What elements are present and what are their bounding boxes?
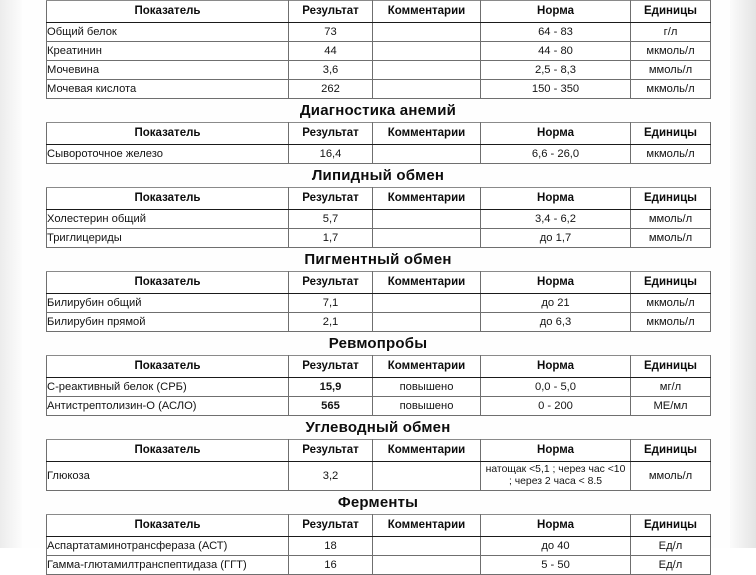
column-header-unit: Единицы bbox=[631, 356, 711, 378]
row-indicator-name: Билирубин общий bbox=[47, 294, 289, 313]
row-reference-range: 64 - 83 bbox=[481, 23, 631, 42]
column-header-norm: Норма bbox=[481, 1, 631, 23]
row-units: г/л bbox=[631, 23, 711, 42]
row-indicator-name: Мочевина bbox=[47, 61, 289, 80]
section-title-lipid: Липидный обмен bbox=[311, 167, 445, 184]
column-header-norm: Норма bbox=[481, 356, 631, 378]
column-header-unit: Единицы bbox=[631, 188, 711, 210]
row-result-value: 73 bbox=[289, 23, 373, 42]
row-comment bbox=[373, 462, 481, 491]
column-header-com: Комментарии bbox=[373, 440, 481, 462]
row-result-value: 5,7 bbox=[289, 210, 373, 229]
section-title-rheum: Ревмопробы bbox=[328, 335, 428, 352]
row-result-value: 262 bbox=[289, 80, 373, 99]
column-header-res: Результат bbox=[289, 272, 373, 294]
column-header-res: Результат bbox=[289, 356, 373, 378]
row-comment bbox=[373, 556, 481, 575]
table-header-row bbox=[47, 440, 711, 462]
page-margin-left bbox=[0, 0, 22, 548]
lab-table-anemia bbox=[46, 122, 711, 164]
row-reference-range: до 1,7 bbox=[481, 229, 631, 248]
column-header-unit: Единицы bbox=[631, 515, 711, 537]
row-units: мкмоль/л bbox=[631, 294, 711, 313]
column-header-unit: Единицы bbox=[631, 1, 711, 23]
row-result-value: 3,6 bbox=[289, 61, 373, 80]
row-indicator-name: Холестерин общий bbox=[47, 210, 289, 229]
row-result-value: 7,1 bbox=[289, 294, 373, 313]
row-units: мг/л bbox=[631, 378, 711, 397]
row-reference-range: 3,4 - 6,2 bbox=[481, 210, 631, 229]
section-title-pigment: Пигментный обмен bbox=[304, 251, 452, 268]
table-row bbox=[47, 294, 711, 313]
table-header-row bbox=[47, 188, 711, 210]
section-title-anemia: Диагностика анемий bbox=[299, 102, 457, 119]
column-header-unit: Единицы bbox=[631, 123, 711, 145]
row-result-value: 16 bbox=[289, 556, 373, 575]
table-header-row bbox=[47, 1, 711, 23]
row-units: ммоль/л bbox=[631, 210, 711, 229]
column-header-com: Комментарии bbox=[373, 123, 481, 145]
table-row bbox=[47, 397, 711, 416]
row-indicator-name: Гамма-глютамилтранспептидаза (ГГТ) bbox=[47, 556, 289, 575]
row-units: ммоль/л bbox=[631, 61, 711, 80]
column-header-norm: Норма bbox=[481, 440, 631, 462]
row-result-value: 2,1 bbox=[289, 313, 373, 332]
lab-table-carb bbox=[46, 439, 711, 491]
column-header-name: Показатель bbox=[47, 440, 289, 462]
column-header-res: Результат bbox=[289, 440, 373, 462]
row-result-value: 15,9 bbox=[289, 378, 373, 397]
column-header-com: Комментарии bbox=[373, 188, 481, 210]
table-row bbox=[47, 145, 711, 164]
lab-table-pigment bbox=[46, 271, 711, 332]
column-header-norm: Норма bbox=[481, 123, 631, 145]
row-comment bbox=[373, 313, 481, 332]
row-result-value: 565 bbox=[289, 397, 373, 416]
row-indicator-name: Мочевая кислота bbox=[47, 80, 289, 99]
row-reference-range: 44 - 80 bbox=[481, 42, 631, 61]
page-margin-right bbox=[730, 0, 756, 548]
row-indicator-name: Глюкоза bbox=[47, 462, 289, 491]
row-comment bbox=[373, 61, 481, 80]
table-header-row bbox=[47, 123, 711, 145]
section-title-carb: Углеводный обмен bbox=[305, 419, 451, 436]
table-row bbox=[47, 378, 711, 397]
row-indicator-name: Билирубин прямой bbox=[47, 313, 289, 332]
lab-table-enzymes bbox=[46, 514, 711, 575]
row-reference-range: 0,0 - 5,0 bbox=[481, 378, 631, 397]
row-reference-range: 0 - 200 bbox=[481, 397, 631, 416]
table-header-row bbox=[47, 356, 711, 378]
column-header-unit: Единицы bbox=[631, 440, 711, 462]
column-header-res: Результат bbox=[289, 188, 373, 210]
row-indicator-name: Аспартатаминотрансфераза (АСТ) bbox=[47, 537, 289, 556]
column-header-res: Результат bbox=[289, 123, 373, 145]
row-result-value: 16,4 bbox=[289, 145, 373, 164]
row-comment bbox=[373, 537, 481, 556]
column-header-name: Показатель bbox=[47, 272, 289, 294]
row-units: ммоль/л bbox=[631, 462, 711, 491]
table-row bbox=[47, 229, 711, 248]
row-indicator-name: Триглицериды bbox=[47, 229, 289, 248]
column-header-com: Комментарии bbox=[373, 356, 481, 378]
row-units: мкмоль/л bbox=[631, 145, 711, 164]
row-indicator-name: Общий белок bbox=[47, 23, 289, 42]
column-header-norm: Норма bbox=[481, 188, 631, 210]
table-header-row bbox=[47, 515, 711, 537]
row-comment: повышено bbox=[373, 397, 481, 416]
row-reference-range: до 6,3 bbox=[481, 313, 631, 332]
row-comment bbox=[373, 210, 481, 229]
lab-table-biochem-top bbox=[46, 0, 711, 99]
row-comment bbox=[373, 145, 481, 164]
table-row bbox=[47, 313, 711, 332]
lab-table-rheum bbox=[46, 355, 711, 416]
row-comment bbox=[373, 23, 481, 42]
row-comment: повышено bbox=[373, 378, 481, 397]
table-row bbox=[47, 462, 711, 491]
column-header-name: Показатель bbox=[47, 188, 289, 210]
column-header-res: Результат bbox=[289, 1, 373, 23]
table-row bbox=[47, 23, 711, 42]
row-units: МЕ/мл bbox=[631, 397, 711, 416]
row-reference-range: 6,6 - 26,0 bbox=[481, 145, 631, 164]
column-header-norm: Норма bbox=[481, 515, 631, 537]
row-comment bbox=[373, 80, 481, 99]
column-header-norm: Норма bbox=[481, 272, 631, 294]
table-row bbox=[47, 537, 711, 556]
column-header-name: Показатель bbox=[47, 356, 289, 378]
table-row bbox=[47, 210, 711, 229]
row-indicator-name: С-реактивный белок (СРБ) bbox=[47, 378, 289, 397]
row-reference-range: 5 - 50 bbox=[481, 556, 631, 575]
row-reference-range: натощак <5,1 ; через час <10 ; через 2 часа < 8.5 bbox=[481, 462, 631, 491]
row-result-value: 1,7 bbox=[289, 229, 373, 248]
row-comment bbox=[373, 294, 481, 313]
row-comment bbox=[373, 42, 481, 61]
report-content bbox=[46, 0, 710, 575]
row-units: мкмоль/л bbox=[631, 42, 711, 61]
table-row bbox=[47, 42, 711, 61]
column-header-com: Комментарии bbox=[373, 1, 481, 23]
column-header-name: Показатель bbox=[47, 123, 289, 145]
row-units: ммоль/л bbox=[631, 229, 711, 248]
row-result-value: 18 bbox=[289, 537, 373, 556]
lab-table-lipid bbox=[46, 187, 711, 248]
row-result-value: 44 bbox=[289, 42, 373, 61]
row-units: Ед/л bbox=[631, 537, 711, 556]
row-units: мкмоль/л bbox=[631, 313, 711, 332]
column-header-com: Комментарии bbox=[373, 515, 481, 537]
table-row bbox=[47, 61, 711, 80]
row-indicator-name: Сывороточное железо bbox=[47, 145, 289, 164]
row-result-value: 3,2 bbox=[289, 462, 373, 491]
row-reference-range: 2,5 - 8,3 bbox=[481, 61, 631, 80]
column-header-name: Показатель bbox=[47, 1, 289, 23]
section-title-enzymes: Ферменты bbox=[337, 494, 419, 511]
table-row bbox=[47, 80, 711, 99]
column-header-com: Комментарии bbox=[373, 272, 481, 294]
row-indicator-name: Антистрептолизин-О (АСЛО) bbox=[47, 397, 289, 416]
row-reference-range: до 21 bbox=[481, 294, 631, 313]
row-comment bbox=[373, 229, 481, 248]
row-reference-range: 150 - 350 bbox=[481, 80, 631, 99]
table-header-row bbox=[47, 272, 711, 294]
column-header-unit: Единицы bbox=[631, 272, 711, 294]
row-units: мкмоль/л bbox=[631, 80, 711, 99]
row-units: Ед/л bbox=[631, 556, 711, 575]
column-header-name: Показатель bbox=[47, 515, 289, 537]
row-indicator-name: Креатинин bbox=[47, 42, 289, 61]
column-header-res: Результат bbox=[289, 515, 373, 537]
row-reference-range: до 40 bbox=[481, 537, 631, 556]
table-row bbox=[47, 556, 711, 575]
